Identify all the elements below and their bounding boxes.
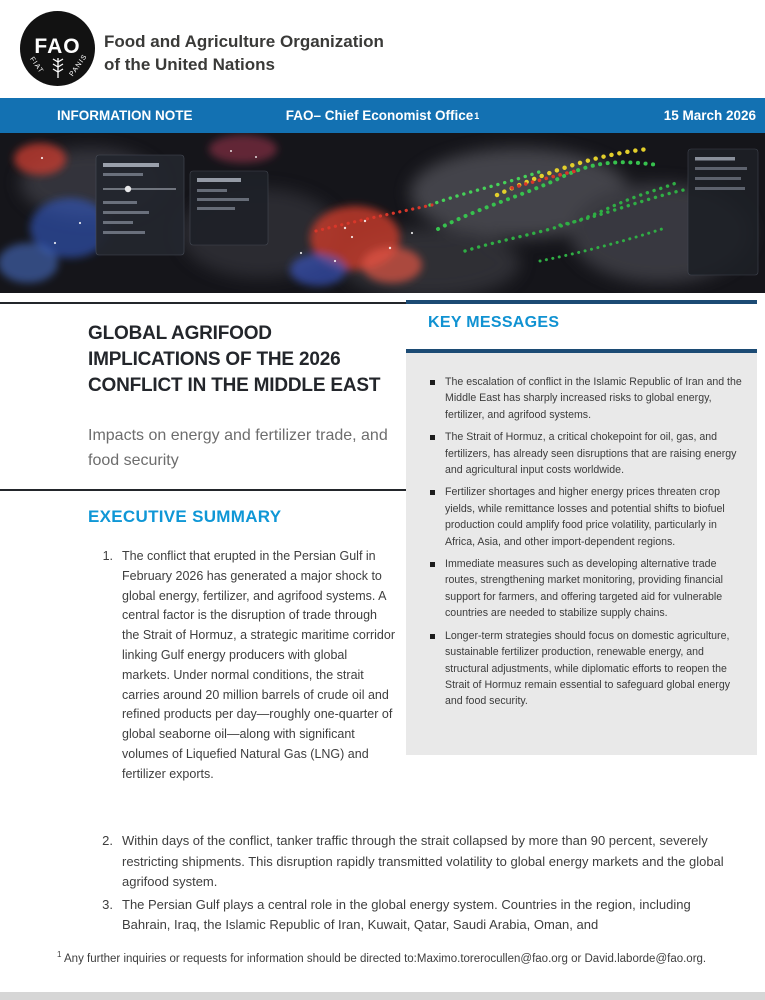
org-name bbox=[104, 30, 384, 76]
numbered-list-column bbox=[95, 547, 395, 787]
fao-logo bbox=[20, 11, 95, 86]
executive-summary-heading: EXECUTIVE SUMMARY bbox=[88, 507, 282, 526]
key-messages-rule-top bbox=[406, 300, 757, 304]
footnote-text: Any further inquiries or requests for information should be directed to:Maximo.torerocullen@fao.org or David.laborde@fao.org. bbox=[61, 952, 707, 965]
numbered-list-fullwidth bbox=[95, 831, 727, 938]
list-number: 3. bbox=[102, 896, 113, 912]
list-text: The conflict that erupted in the Persian Gulf in February 2026 has generated a major shock to global energy, fertilizer, and agrifood systems. A central factor is the disruption of trade through the Strait of Hormuz, a strategic maritime corridor linking Gulf energy producers with global markets. Under normal conditions, the strait carries around 20 million barrels of crude oil and refined products per day—roughly one-quarter of global seaborne oil—along with significant volumes of Liquefied Natural Gas (LNG) and fertilizer exports. bbox=[122, 549, 395, 781]
banner-office bbox=[0, 98, 765, 133]
page-bottom-strip bbox=[0, 992, 765, 1000]
banner-date: 15 March 2026 bbox=[663, 108, 756, 123]
fao-logo-text: FAO bbox=[34, 35, 81, 58]
key-message-item bbox=[430, 374, 745, 423]
key-message-text: The escalation of conflict in the Islamic Republic of Iran and the Middle East has sharply increased risks to global energy, fertilizer, and agrifood systems. bbox=[445, 376, 742, 421]
key-message-item bbox=[430, 484, 745, 550]
list-number: 1. bbox=[102, 549, 113, 563]
hero-image-graphic bbox=[0, 133, 765, 293]
key-messages-heading: KEY MESSAGES bbox=[428, 314, 560, 331]
footnote bbox=[57, 946, 719, 968]
key-message-item bbox=[430, 628, 745, 710]
key-message-text: The Strait of Hormuz, a critical chokepoint for oil, gas, and fertilizers, has already seen disruptions that are raising energy and agricultural input costs worldwide. bbox=[445, 431, 737, 477]
banner-document-type: INFORMATION NOTE bbox=[57, 108, 193, 123]
list-text: Within days of the conflict, tanker traffic through the strait collapsed by more than 90 percent, severely restricting shipments. This disruption rapidly transmitted volatility to global energy markets and the global agrifood system. bbox=[122, 833, 724, 889]
key-message-text: Immediate measures such as developing alternative trade routes, strengthening market monitoring, providing financial support for farmers, and offering targeted aid for vulnerable countries are needed to stabilize supply chains. bbox=[445, 558, 723, 620]
footnote-marker: 1 bbox=[57, 950, 62, 959]
key-message-text: Fertilizer shortages and higher energy prices threaten crop yields, while remittance losses and potential shifts to biofuel production could amplify food price volatility, particularly in Africa, Asia, and other import-dependent regions. bbox=[445, 486, 725, 548]
org-name-line2: of the United Nations bbox=[104, 55, 275, 74]
list-text: The Persian Gulf plays a central role in the global energy system. Countries in the region, including Bahrain, Iraq, the Islamic Republic of Iran, Kuwait, Qatar, Saudi Arabia, Oman, and bbox=[122, 896, 691, 932]
list-item bbox=[95, 547, 395, 785]
banner-footnote-ref: 1 bbox=[474, 110, 480, 121]
logo-motto-fiat: FIAT bbox=[28, 55, 45, 76]
list-item bbox=[95, 831, 727, 893]
page-title: GLOBAL AGRIFOOD IMPLICATIONS OF THE 2026 CONFLICT IN THE MIDDLE EAST bbox=[88, 323, 381, 396]
wheat-ear-icon bbox=[47, 57, 69, 79]
title-rule-bottom bbox=[0, 489, 406, 491]
logo-motto-panis: PANIS bbox=[68, 53, 89, 78]
title-rule-top bbox=[0, 302, 406, 304]
bullet-square-icon bbox=[430, 562, 435, 567]
banner-office-label: FAO– Chief Economist Office bbox=[285, 108, 474, 123]
key-message-text: Longer-term strategies should focus on domestic agriculture, sustainable fertilizer production, renewable energy, and structural adjustments, while diplomatic efforts to reopen the Strait of Hormuz remain essential to safeguard global energy and food security. bbox=[445, 629, 731, 708]
key-message-item bbox=[430, 556, 745, 622]
org-name-line1: Food and Agriculture Organization bbox=[104, 32, 384, 51]
list-item bbox=[95, 895, 727, 936]
key-message-item bbox=[430, 429, 745, 478]
bullet-square-icon bbox=[430, 435, 435, 440]
info-banner bbox=[0, 98, 765, 133]
key-messages-panel bbox=[406, 353, 757, 755]
page-subtitle: Impacts on energy and fertilizer trade, and food security bbox=[88, 427, 388, 469]
bullet-square-icon bbox=[430, 634, 435, 639]
list-number: 2. bbox=[102, 833, 113, 848]
bullet-square-icon bbox=[430, 380, 435, 385]
hero-dashboard-image bbox=[0, 133, 765, 293]
bullet-square-icon bbox=[430, 490, 435, 495]
